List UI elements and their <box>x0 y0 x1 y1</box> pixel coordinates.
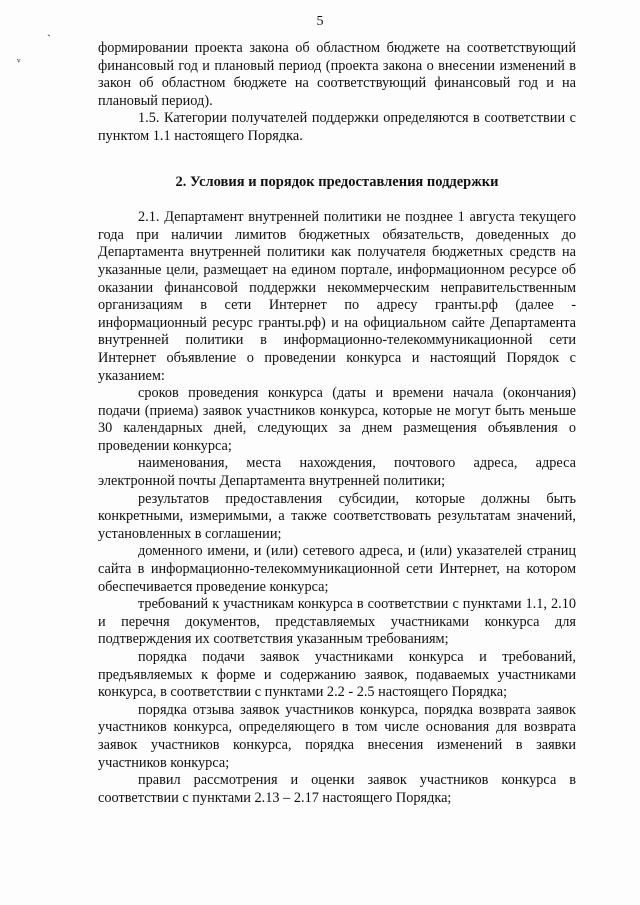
list-item: наименования, места нахождения, почтового адреса, адреса электронной почты Департамента внутренней политики; <box>98 455 576 490</box>
scan-speck: ˎ <box>47 23 51 37</box>
list-item: правил рассмотрения и оценки заявок участников конкурса в соответствии с пунктами 2.13 – 2.17 настоящего Порядка; <box>98 772 576 806</box>
list-item: порядка подачи заявок участниками конкурса и требований, предъявляемых к форме и содержанию заявок, подаваемых участниками конкурса, в соответствии с пунктами 2.2 - 2.5 настоящего Порядка; <box>98 649 576 701</box>
page-number: 5 <box>316 14 324 29</box>
paragraph-continuation: формировании проекта закона об областном бюджете на соответствующий финансовый год и плановый период (проекта закона о внесении изменений в закон об областном бюджете на соответствующий финансовый год и на плановый период). <box>98 40 576 109</box>
list-item: порядка отзыва заявок участников конкурса, порядка возврата заявок участников конкурса, определяющего в том числе основания для возврата заявок участников конкурса, порядка внесения изменений в заявки участников конкурса; <box>98 701 576 771</box>
section-heading: 2. Условия и порядок предоставления поддержки <box>175 173 499 190</box>
scan-speck: ᵛ <box>17 55 21 69</box>
list-item: требований к участникам конкурса в соответствии с пунктами 1.1, 2.10 и перечня документов, представляемых участниками конкурса для подтверждения их соответствия указанным требованиям; <box>98 596 576 648</box>
list-item: результатов предоставления субсидии, которые должны быть конкретными, измеримыми, а также соответствовать результатам значений, установленных в соглашении; <box>98 490 576 542</box>
list-item: доменного имени, и (или) сетевого адреса, и (или) указателей страниц сайта в информационно-телекоммуникационной сети Интернет, на котором обеспечивается проведение конкурса; <box>98 543 576 595</box>
paragraph-clause-1-5: 1.5. Категории получателей поддержки определяются в соответствии с пунктом 1.1 настоящего Порядка. <box>98 110 576 144</box>
document-body <box>98 40 576 807</box>
list-item: сроков проведения конкурса (даты и времени начала (окончания) подачи (приема) заявок участников конкурса, которые не могут быть меньше 30 календарных дней, следующих за днем размещения объявления о проведении конкурса; <box>98 385 576 454</box>
paragraph-clause-2-1: 2.1. Департамент внутренней политики не позднее 1 августа текущего года при наличии лимитов бюджетных обязательств, доведенных до Департамента внутренней политики как получателя бюджетных средств на указанные цели, размещает на едином портале, информационном ресурсе об оказании финансовой поддержки некоммерческим неправительственным организациям в сети Интернет по адресу гранты.рф (далее - информационный ресурс гранты.рф) и на официальном сайте Департамента внутренней политики в информационно-телекоммуникационной сети Интернет объявление о проведении конкурса и настоящий Порядок с указанием: <box>98 209 576 384</box>
